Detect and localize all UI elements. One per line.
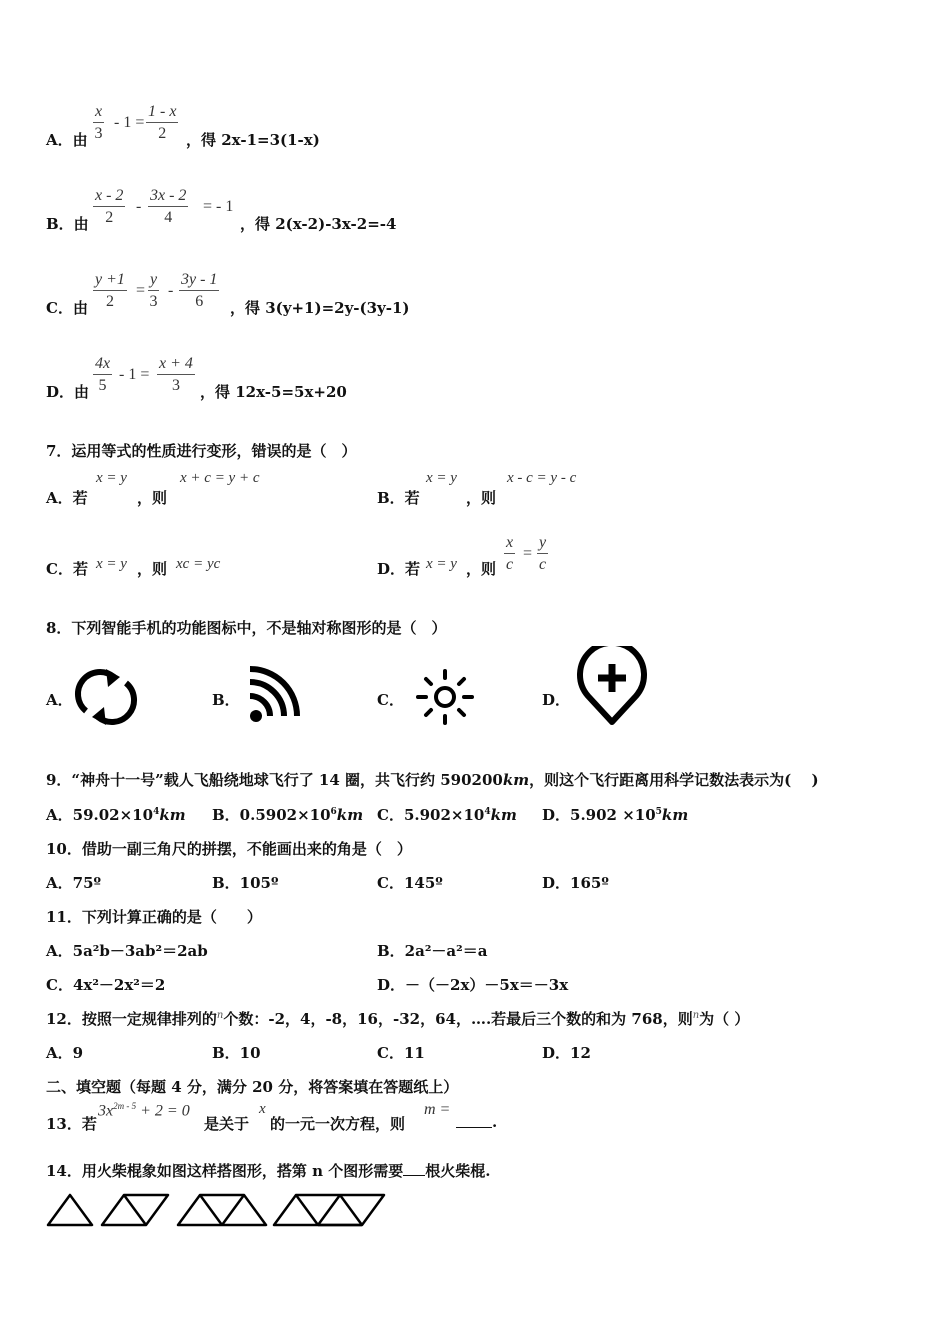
option-c: C．$5.902\times 10^4km$	[377, 806, 517, 824]
condition: x = y	[426, 470, 457, 486]
option-label: B．	[212, 691, 240, 709]
q8-stem: 8．下列智能手机的功能图标中，不是轴对称图形的是（ ）	[46, 619, 447, 637]
rss-icon	[244, 666, 304, 728]
q13-prefix: 13．若	[46, 1115, 97, 1133]
option-d: D．12	[542, 1044, 591, 1062]
q10-stem: 10．借助一副三角尺的拼摆，不能画出来的角是（ ）	[46, 840, 412, 858]
option-d: D．$5.902 \times 10^5km$	[542, 806, 689, 824]
result: x - c = y - c	[507, 470, 577, 486]
q14-stem: 14．用火柴棍象如图这样搭图形，搭第 n 个图形需要 根火柴棍.	[46, 1162, 491, 1180]
fraction: $\frac{y +1}{2}$	[95, 271, 125, 310]
q7-stem: 7．运用等式的性质进行变形，错误的是（ ）	[46, 442, 357, 460]
separator: ，则	[137, 560, 168, 578]
option-b: B．10	[212, 1044, 261, 1062]
option-label: B．由	[46, 215, 89, 233]
option-label: A．	[46, 691, 73, 709]
option-result: ，得 3(y+1)=2y-(3y-1)	[230, 299, 410, 317]
refresh-icon	[74, 667, 138, 727]
option-label: A．由	[46, 131, 88, 149]
separator: ，则	[137, 489, 168, 507]
operator: =	[136, 282, 146, 299]
operator: -	[136, 198, 142, 215]
option-a: A．9	[46, 1044, 84, 1062]
option-a: A．$59.02\times 10^4km$	[46, 806, 186, 824]
equation: $3x^{2m - 5} + 2 = 0$	[98, 1101, 190, 1120]
option-label: C．由	[46, 299, 88, 317]
condition: x = y	[96, 470, 127, 486]
section-heading: 二、填空题（每题 4 分，满分 20 分，将答案填在答题纸上）	[46, 1078, 459, 1096]
option-label: C．	[377, 691, 404, 709]
q11-stem: 11．下列计算正确的是（ ）	[46, 908, 262, 926]
fraction: $\frac{x + 4}{3}$	[159, 355, 193, 394]
condition: x = y	[96, 556, 127, 572]
fraction: $\frac{y}{c}$	[539, 534, 547, 573]
operator: = - 1	[203, 198, 234, 215]
answer-blank[interactable]	[403, 1161, 425, 1176]
option-c: C．145º	[377, 874, 443, 892]
q12-stem: 12．按照一定规律排列的$^n$个数：-2，4，-8，16，-32，64，….若最后三个数的和为 768，则$^n$为（ ）	[46, 1010, 750, 1028]
operator: - 1 =	[114, 114, 145, 131]
result: x + c = y + c	[180, 470, 260, 486]
option-result: ，得 2x-1=3(1-x)	[186, 131, 320, 149]
option-label: A．若	[46, 489, 88, 507]
fraction: $\frac{3y - 1}{6}$	[181, 271, 218, 310]
q13-end: .	[492, 1113, 498, 1131]
option-label: C．若	[46, 560, 88, 578]
option-label: D．	[542, 691, 571, 709]
separator: ，则	[466, 560, 497, 578]
fraction: $\frac{4x}{5}$	[95, 355, 111, 394]
option-label: D．若	[377, 560, 421, 578]
option-a: A．5a²b－3ab²＝2ab	[46, 942, 208, 960]
fraction: $\frac{x}{3}$	[94, 103, 103, 142]
sun-icon	[414, 668, 476, 726]
fraction: $\frac{y}{3}$	[149, 271, 158, 310]
option-b: B．$0.5902\times 10^6km$	[212, 806, 364, 824]
q9-stem: 9．“神舟十一号”载人飞船绕地球飞行了 14 圈，共飞行约 590200km，则这个飞行距离用科学记数法表示为( )	[46, 771, 819, 789]
variable: x	[259, 1101, 266, 1117]
option-b: B．2a²－a²＝a	[377, 942, 488, 960]
variable: m =	[424, 1101, 451, 1118]
option-c: C．4x²－2x²＝2	[46, 976, 166, 994]
operator: -	[168, 282, 174, 299]
separator: ，则	[466, 489, 497, 507]
option-result: ，得 2(x-2)-3x-2=-4	[240, 215, 397, 233]
q13-mid: 是关于	[204, 1115, 250, 1133]
option-d: D．－（－2x）－5x＝－3x	[377, 976, 569, 994]
q13-post: 的一元一次方程，则	[270, 1115, 406, 1133]
fraction: $\frac{3x - 2}{4}$	[150, 187, 187, 226]
operator: =	[523, 545, 533, 562]
fraction: $\frac{x}{c}$	[506, 534, 514, 573]
location-add-icon	[574, 646, 650, 728]
option-d: D．165º	[542, 874, 609, 892]
result: xc = yc	[176, 556, 221, 572]
option-result: ，得 12x-5=5x+20	[200, 383, 347, 401]
operator: - 1 =	[119, 366, 150, 383]
fraction: $\frac{1 - x}{2}$	[148, 103, 177, 142]
condition: x = y	[426, 556, 457, 572]
option-b: B．105º	[212, 874, 279, 892]
option-label: B．若	[377, 489, 420, 507]
matchstick-figures	[44, 1190, 389, 1230]
answer-blank[interactable]	[456, 1113, 492, 1132]
option-a: A．75º	[46, 874, 102, 892]
option-c: C．11	[377, 1044, 425, 1062]
fraction: $\frac{x - 2}{2}$	[95, 187, 124, 226]
option-label: D．由	[46, 383, 90, 401]
